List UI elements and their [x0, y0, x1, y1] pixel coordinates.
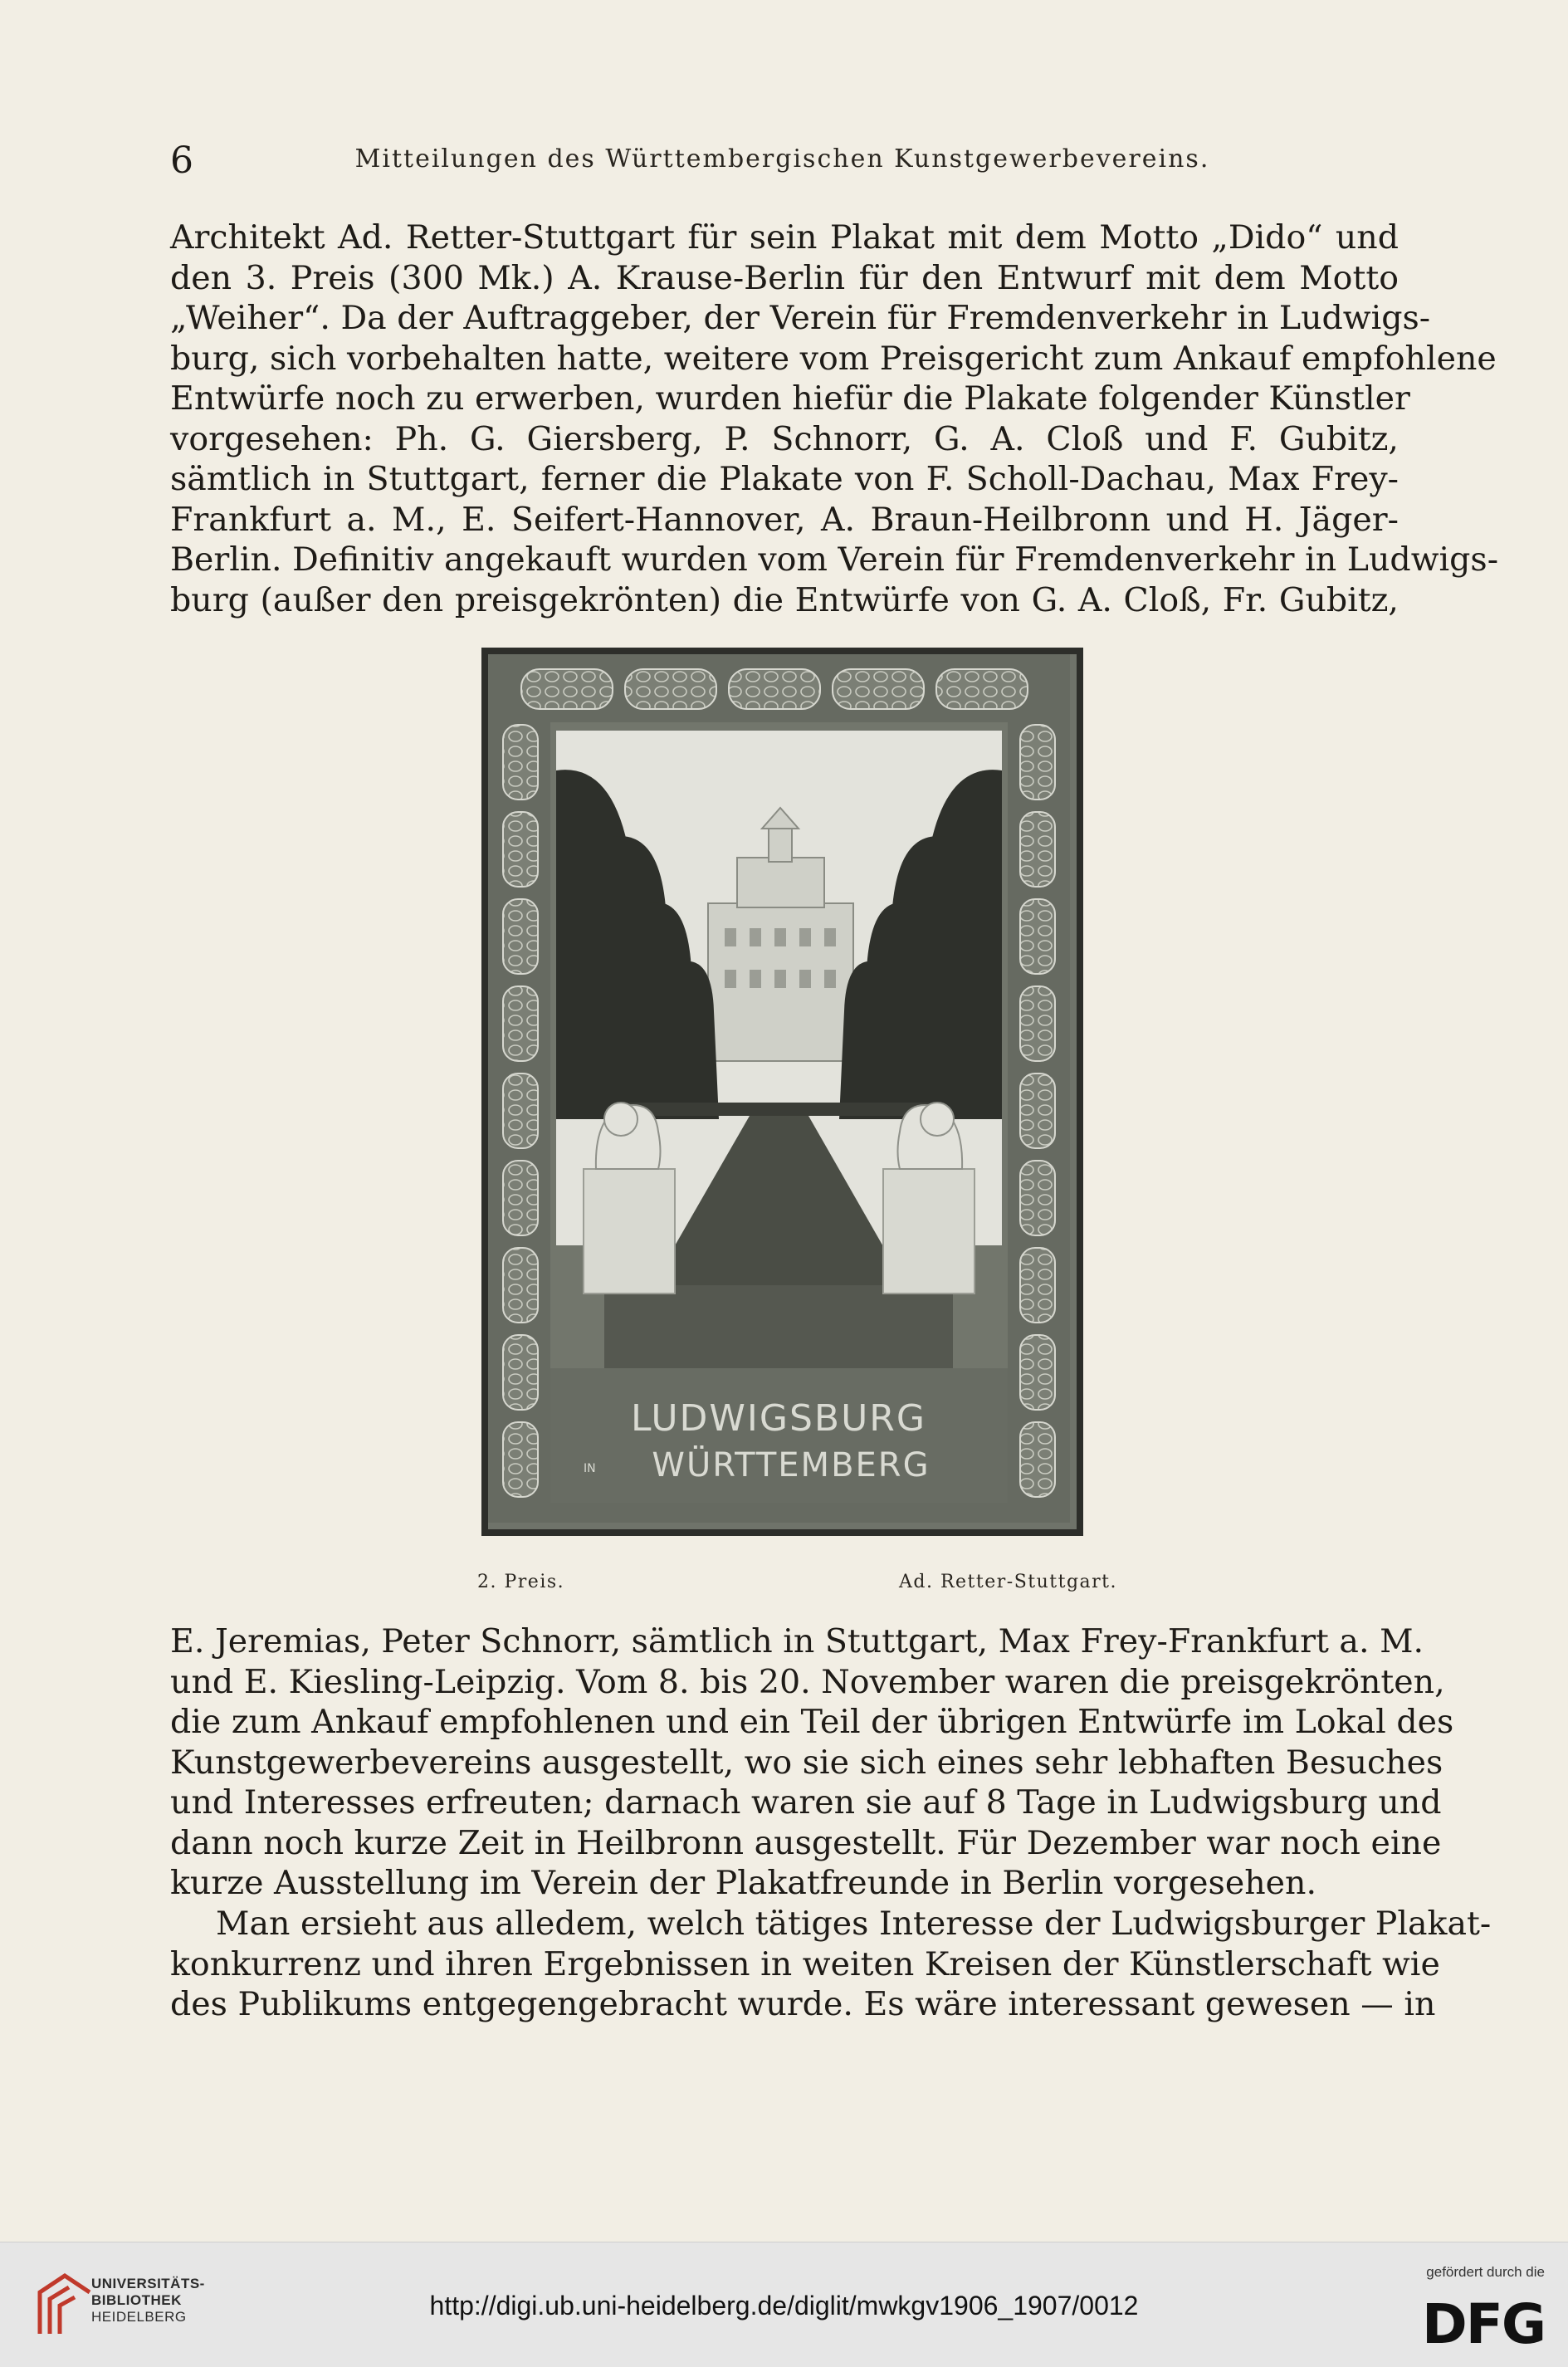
text-line: Architekt Ad. Retter-Stuttgart für sein Plakat mit dem Motto „Dido“ und [170, 218, 1399, 257]
text-line: und Interesses erfreuten; darnach waren sie auf 8 Tage in Ludwigsburg und [170, 1783, 1442, 1822]
text-line: kurze Ausstellung im Verein der Plakatfreunde in Berlin vorgesehen. [170, 1864, 1317, 1902]
text-line: burg (außer den preisgekrönten) die Entwürfe von G. A. Cloß, Fr. Gubitz, [170, 580, 1399, 619]
page-number: 6 [170, 139, 194, 182]
text-line: burg, sich vorbehalten hatte, weitere vom Preisgericht zum Ankauf empfohlene [170, 339, 1497, 378]
paragraph-1 [170, 218, 1499, 620]
poster-title-in: IN [584, 1462, 596, 1475]
paragraph-2 [170, 1621, 1454, 1904]
poster-title-line1: LUDWIGSBURG [631, 1397, 926, 1440]
library-name-line: BIBLIOTHEK [91, 2292, 182, 2308]
text-line: E. Jeremias, Peter Schnorr, sämtlich in Stuttgart, Max Frey-Frankfurt a. M. [170, 1622, 1424, 1660]
running-title: Mitteilungen des Württembergischen Kunstgewerbevereins. [354, 144, 1210, 174]
figure-caption-right: Ad. Retter-Stuttgart. [899, 1572, 1118, 1592]
poster-title-line2: WÜRTTEMBERG [652, 1446, 931, 1484]
text-line: dann noch kurze Zeit in Heilbronn ausgestellt. Für Dezember war noch eine [170, 1823, 1442, 1862]
text-line: Man ersieht aus alledem, welch tätiges Interesse der Ludwigsburger Plakat- [216, 1905, 1492, 1943]
text-line: sämtlich in Stuttgart, ferner die Plakate von F. Scholl-Dachau, Max Frey- [170, 460, 1399, 498]
text-line: den 3. Preis (300 Mk.) A. Krause-Berlin für den Entwurf mit dem Motto [170, 258, 1399, 297]
paragraph-3 [170, 1904, 1492, 2025]
text-line: Kunstgewerbevereins ausgestellt, wo sie sich eines sehr lebhaften Besuches [170, 1743, 1443, 1782]
funded-by-label: gefördert durch die [1426, 2264, 1545, 2280]
poster-illustration [488, 654, 1070, 1523]
library-name-line: UNIVERSITÄTS- [91, 2276, 205, 2291]
digitization-footer [0, 2242, 1568, 2367]
text-line: vorgesehen: Ph. G. Giersberg, P. Schnorr, G. A. Cloß und F. Gubitz, [170, 419, 1399, 458]
library-name-line: HEIDELBERG [91, 2309, 187, 2325]
permalink-url[interactable]: http://digi.ub.uni-heidelberg.de/diglit/mwkgv1906_1907/0012 [429, 2291, 1139, 2321]
text-line: die zum Ankauf empfohlenen und ein Teil der übrigen Entwürfe im Lokal des [170, 1703, 1454, 1741]
dfg-logo: DFG [1421, 2292, 1545, 2356]
text-line: und E. Kiesling-Leipzig. Vom 8. bis 20. November waren die preisgekrönten, [170, 1662, 1445, 1701]
poster-image [488, 654, 1077, 1529]
text-line: Berlin. Definitiv angekauft wurden vom Verein für Fremdenverkehr in Ludwigs- [170, 540, 1499, 579]
text-line: Entwürfe noch zu erwerben, wurden hiefür die Plakate folgender Künstler [170, 379, 1410, 418]
figure-caption-left: 2. Preis. [477, 1572, 565, 1592]
text-line: des Publikums entgegengebracht wurde. Es wäre interessant gewesen — in [170, 1985, 1436, 2023]
text-line: konkurrenz und ihren Ergebnissen in weiten Kreisen der Künstlerschaft wie [170, 1944, 1440, 1983]
text-line: Frankfurt a. M., E. Seifert-Hannover, A. Braun-Heilbronn und H. Jäger- [170, 500, 1399, 539]
page-header [170, 139, 1395, 181]
text-line: „Weiher“. Da der Auftraggeber, der Verein für Fremdenverkehr in Ludwigs- [170, 299, 1431, 337]
poster-figure [481, 648, 1083, 1536]
